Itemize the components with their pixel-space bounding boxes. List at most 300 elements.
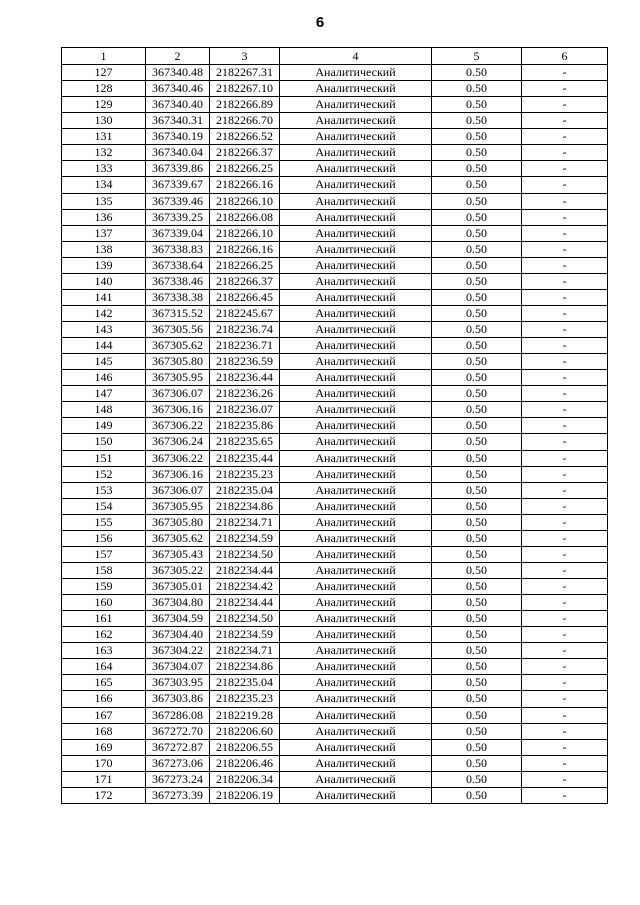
- accuracy-cell: 0.50: [432, 723, 522, 739]
- x-coordinate-cell: 367303.86: [146, 691, 210, 707]
- point-number-cell: 172: [62, 787, 146, 803]
- point-number-cell: 171: [62, 771, 146, 787]
- note-cell: -: [522, 161, 608, 177]
- method-cell: Аналитический: [280, 643, 432, 659]
- note-cell: -: [522, 611, 608, 627]
- accuracy-cell: 0.50: [432, 755, 522, 771]
- method-cell: Аналитический: [280, 691, 432, 707]
- table-row: [62, 755, 608, 771]
- table-row: [62, 322, 608, 338]
- method-cell: Аналитический: [280, 739, 432, 755]
- method-cell: Аналитический: [280, 81, 432, 97]
- note-cell: -: [522, 787, 608, 803]
- method-cell: Аналитический: [280, 755, 432, 771]
- x-coordinate-cell: 367304.22: [146, 643, 210, 659]
- y-coordinate-cell: 2182234.59: [210, 530, 280, 546]
- point-number-cell: 155: [62, 514, 146, 530]
- table-row: [62, 418, 608, 434]
- y-coordinate-cell: 2182235.04: [210, 482, 280, 498]
- table-row: [62, 595, 608, 611]
- note-cell: -: [522, 771, 608, 787]
- note-cell: -: [522, 723, 608, 739]
- note-cell: -: [522, 546, 608, 562]
- method-cell: Аналитический: [280, 322, 432, 338]
- x-coordinate-cell: 367303.95: [146, 675, 210, 691]
- method-cell: Аналитический: [280, 289, 432, 305]
- x-coordinate-cell: 367340.40: [146, 97, 210, 113]
- x-coordinate-cell: 367306.07: [146, 386, 210, 402]
- point-number-cell: 127: [62, 65, 146, 81]
- y-coordinate-cell: 2182245.67: [210, 305, 280, 321]
- table-row: [62, 209, 608, 225]
- accuracy-cell: 0.50: [432, 530, 522, 546]
- point-number-cell: 151: [62, 450, 146, 466]
- point-number-cell: 170: [62, 755, 146, 771]
- point-number-cell: 131: [62, 129, 146, 145]
- point-number-cell: 134: [62, 177, 146, 193]
- method-cell: Аналитический: [280, 514, 432, 530]
- point-number-cell: 166: [62, 691, 146, 707]
- y-coordinate-cell: 2182266.52: [210, 129, 280, 145]
- table-row: [62, 691, 608, 707]
- y-coordinate-cell: 2182206.19: [210, 787, 280, 803]
- x-coordinate-cell: 367339.04: [146, 225, 210, 241]
- x-coordinate-cell: 367306.16: [146, 466, 210, 482]
- table-row: [62, 498, 608, 514]
- x-coordinate-cell: 367338.46: [146, 273, 210, 289]
- point-number-cell: 165: [62, 675, 146, 691]
- y-coordinate-cell: 2182206.55: [210, 739, 280, 755]
- table-row: [62, 627, 608, 643]
- x-coordinate-cell: 367273.24: [146, 771, 210, 787]
- method-cell: Аналитический: [280, 530, 432, 546]
- method-cell: Аналитический: [280, 305, 432, 321]
- point-number-cell: 129: [62, 97, 146, 113]
- note-cell: -: [522, 113, 608, 129]
- method-cell: Аналитический: [280, 241, 432, 257]
- note-cell: -: [522, 370, 608, 386]
- table-row: [62, 177, 608, 193]
- x-coordinate-cell: 367339.67: [146, 177, 210, 193]
- point-number-cell: 157: [62, 546, 146, 562]
- column-header-6: 6: [522, 48, 608, 65]
- note-cell: -: [522, 514, 608, 530]
- y-coordinate-cell: 2182235.23: [210, 691, 280, 707]
- method-cell: Аналитический: [280, 562, 432, 578]
- table-row: [62, 225, 608, 241]
- x-coordinate-cell: 367339.46: [146, 193, 210, 209]
- table-row: [62, 659, 608, 675]
- y-coordinate-cell: 2182234.71: [210, 514, 280, 530]
- method-cell: Аналитический: [280, 771, 432, 787]
- method-cell: Аналитический: [280, 595, 432, 611]
- point-number-cell: 152: [62, 466, 146, 482]
- table-row: [62, 81, 608, 97]
- y-coordinate-cell: 2182236.71: [210, 338, 280, 354]
- x-coordinate-cell: 367273.39: [146, 787, 210, 803]
- accuracy-cell: 0.50: [432, 289, 522, 305]
- table-row: [62, 514, 608, 530]
- method-cell: Аналитический: [280, 161, 432, 177]
- table-row: [62, 161, 608, 177]
- accuracy-cell: 0.50: [432, 113, 522, 129]
- note-cell: -: [522, 193, 608, 209]
- accuracy-cell: 0.50: [432, 691, 522, 707]
- x-coordinate-cell: 367304.40: [146, 627, 210, 643]
- note-cell: -: [522, 466, 608, 482]
- y-coordinate-cell: 2182234.86: [210, 659, 280, 675]
- accuracy-cell: 0.50: [432, 434, 522, 450]
- accuracy-cell: 0.50: [432, 177, 522, 193]
- x-coordinate-cell: 367315.52: [146, 305, 210, 321]
- note-cell: -: [522, 241, 608, 257]
- table-header-row: [62, 48, 608, 65]
- method-cell: Аналитический: [280, 129, 432, 145]
- note-cell: -: [522, 482, 608, 498]
- point-number-cell: 147: [62, 386, 146, 402]
- table-row: [62, 643, 608, 659]
- table-row: [62, 530, 608, 546]
- table-row: [62, 611, 608, 627]
- y-coordinate-cell: 2182235.44: [210, 450, 280, 466]
- note-cell: -: [522, 225, 608, 241]
- table-row: [62, 707, 608, 723]
- note-cell: -: [522, 305, 608, 321]
- x-coordinate-cell: 367338.83: [146, 241, 210, 257]
- table-row: [62, 546, 608, 562]
- method-cell: Аналитический: [280, 177, 432, 193]
- point-number-cell: 137: [62, 225, 146, 241]
- accuracy-cell: 0.50: [432, 675, 522, 691]
- y-coordinate-cell: 2182266.45: [210, 289, 280, 305]
- note-cell: -: [522, 289, 608, 305]
- accuracy-cell: 0.50: [432, 707, 522, 723]
- note-cell: -: [522, 418, 608, 434]
- table-row: [62, 739, 608, 755]
- x-coordinate-cell: 367340.48: [146, 65, 210, 81]
- y-coordinate-cell: 2182266.10: [210, 193, 280, 209]
- note-cell: -: [522, 627, 608, 643]
- table-row: [62, 113, 608, 129]
- table-row: [62, 289, 608, 305]
- method-cell: Аналитический: [280, 209, 432, 225]
- note-cell: -: [522, 434, 608, 450]
- method-cell: Аналитический: [280, 370, 432, 386]
- y-coordinate-cell: 2182219.28: [210, 707, 280, 723]
- accuracy-cell: 0.50: [432, 562, 522, 578]
- x-coordinate-cell: 367306.22: [146, 450, 210, 466]
- table-row: [62, 402, 608, 418]
- accuracy-cell: 0.50: [432, 97, 522, 113]
- table-row: [62, 675, 608, 691]
- accuracy-cell: 0.50: [432, 595, 522, 611]
- x-coordinate-cell: 367306.22: [146, 418, 210, 434]
- point-number-cell: 140: [62, 273, 146, 289]
- point-number-cell: 169: [62, 739, 146, 755]
- coordinates-table: [61, 47, 608, 804]
- column-header-5: 5: [432, 48, 522, 65]
- accuracy-cell: 0.50: [432, 450, 522, 466]
- y-coordinate-cell: 2182234.59: [210, 627, 280, 643]
- x-coordinate-cell: 367272.70: [146, 723, 210, 739]
- x-coordinate-cell: 367340.46: [146, 81, 210, 97]
- method-cell: Аналитический: [280, 579, 432, 595]
- y-coordinate-cell: 2182236.44: [210, 370, 280, 386]
- y-coordinate-cell: 2182234.44: [210, 562, 280, 578]
- note-cell: -: [522, 81, 608, 97]
- point-number-cell: 133: [62, 161, 146, 177]
- method-cell: Аналитический: [280, 723, 432, 739]
- note-cell: -: [522, 707, 608, 723]
- accuracy-cell: 0.50: [432, 145, 522, 161]
- accuracy-cell: 0.50: [432, 386, 522, 402]
- y-coordinate-cell: 2182266.16: [210, 177, 280, 193]
- method-cell: Аналитический: [280, 386, 432, 402]
- y-coordinate-cell: 2182206.60: [210, 723, 280, 739]
- note-cell: -: [522, 209, 608, 225]
- table-row: [62, 434, 608, 450]
- table-row: [62, 482, 608, 498]
- x-coordinate-cell: 367339.25: [146, 209, 210, 225]
- x-coordinate-cell: 367338.38: [146, 289, 210, 305]
- x-coordinate-cell: 367305.56: [146, 322, 210, 338]
- point-number-cell: 141: [62, 289, 146, 305]
- note-cell: -: [522, 595, 608, 611]
- accuracy-cell: 0.50: [432, 161, 522, 177]
- method-cell: Аналитический: [280, 627, 432, 643]
- y-coordinate-cell: 2182234.42: [210, 579, 280, 595]
- table-row: [62, 97, 608, 113]
- method-cell: Аналитический: [280, 659, 432, 675]
- method-cell: Аналитический: [280, 113, 432, 129]
- y-coordinate-cell: 2182266.16: [210, 241, 280, 257]
- accuracy-cell: 0.50: [432, 579, 522, 595]
- x-coordinate-cell: 367304.80: [146, 595, 210, 611]
- accuracy-cell: 0.50: [432, 611, 522, 627]
- accuracy-cell: 0.50: [432, 627, 522, 643]
- point-number-cell: 168: [62, 723, 146, 739]
- accuracy-cell: 0.50: [432, 65, 522, 81]
- x-coordinate-cell: 367305.80: [146, 354, 210, 370]
- y-coordinate-cell: 2182266.08: [210, 209, 280, 225]
- x-coordinate-cell: 367273.06: [146, 755, 210, 771]
- note-cell: -: [522, 402, 608, 418]
- table-row: [62, 193, 608, 209]
- x-coordinate-cell: 367338.64: [146, 257, 210, 273]
- point-number-cell: 150: [62, 434, 146, 450]
- x-coordinate-cell: 367304.59: [146, 611, 210, 627]
- table-row: [62, 354, 608, 370]
- accuracy-cell: 0.50: [432, 338, 522, 354]
- point-number-cell: 148: [62, 402, 146, 418]
- y-coordinate-cell: 2182266.25: [210, 161, 280, 177]
- accuracy-cell: 0.50: [432, 482, 522, 498]
- table-row: [62, 241, 608, 257]
- x-coordinate-cell: 367306.07: [146, 482, 210, 498]
- accuracy-cell: 0.50: [432, 418, 522, 434]
- accuracy-cell: 0.50: [432, 241, 522, 257]
- table-row: [62, 129, 608, 145]
- method-cell: Аналитический: [280, 225, 432, 241]
- accuracy-cell: 0.50: [432, 129, 522, 145]
- y-coordinate-cell: 2182235.86: [210, 418, 280, 434]
- x-coordinate-cell: 367339.86: [146, 161, 210, 177]
- y-coordinate-cell: 2182235.04: [210, 675, 280, 691]
- table-row: [62, 65, 608, 81]
- page-number: 6: [315, 14, 325, 31]
- accuracy-cell: 0.50: [432, 305, 522, 321]
- x-coordinate-cell: 367305.95: [146, 498, 210, 514]
- y-coordinate-cell: 2182236.59: [210, 354, 280, 370]
- note-cell: -: [522, 691, 608, 707]
- note-cell: -: [522, 579, 608, 595]
- note-cell: -: [522, 450, 608, 466]
- point-number-cell: 167: [62, 707, 146, 723]
- point-number-cell: 139: [62, 257, 146, 273]
- y-coordinate-cell: 2182266.10: [210, 225, 280, 241]
- y-coordinate-cell: 2182235.65: [210, 434, 280, 450]
- point-number-cell: 162: [62, 627, 146, 643]
- y-coordinate-cell: 2182206.46: [210, 755, 280, 771]
- method-cell: Аналитический: [280, 273, 432, 289]
- table-row: [62, 386, 608, 402]
- point-number-cell: 163: [62, 643, 146, 659]
- x-coordinate-cell: 367306.24: [146, 434, 210, 450]
- x-coordinate-cell: 367305.43: [146, 546, 210, 562]
- y-coordinate-cell: 2182234.44: [210, 595, 280, 611]
- accuracy-cell: 0.50: [432, 546, 522, 562]
- column-header-4: 4: [280, 48, 432, 65]
- note-cell: -: [522, 498, 608, 514]
- table-row: [62, 579, 608, 595]
- note-cell: -: [522, 177, 608, 193]
- x-coordinate-cell: 367340.31: [146, 113, 210, 129]
- note-cell: -: [522, 643, 608, 659]
- y-coordinate-cell: 2182266.37: [210, 145, 280, 161]
- y-coordinate-cell: 2182206.34: [210, 771, 280, 787]
- accuracy-cell: 0.50: [432, 514, 522, 530]
- y-coordinate-cell: 2182267.10: [210, 81, 280, 97]
- point-number-cell: 128: [62, 81, 146, 97]
- method-cell: Аналитический: [280, 418, 432, 434]
- y-coordinate-cell: 2182266.70: [210, 113, 280, 129]
- note-cell: -: [522, 354, 608, 370]
- x-coordinate-cell: 367340.19: [146, 129, 210, 145]
- x-coordinate-cell: 367286.08: [146, 707, 210, 723]
- table-row: [62, 305, 608, 321]
- point-number-cell: 138: [62, 241, 146, 257]
- accuracy-cell: 0.50: [432, 643, 522, 659]
- note-cell: -: [522, 145, 608, 161]
- point-number-cell: 142: [62, 305, 146, 321]
- x-coordinate-cell: 367306.16: [146, 402, 210, 418]
- table-row: [62, 771, 608, 787]
- accuracy-cell: 0.50: [432, 225, 522, 241]
- point-number-cell: 156: [62, 530, 146, 546]
- y-coordinate-cell: 2182236.07: [210, 402, 280, 418]
- table-row: [62, 370, 608, 386]
- table-row: [62, 787, 608, 803]
- point-number-cell: 130: [62, 113, 146, 129]
- accuracy-cell: 0.50: [432, 787, 522, 803]
- y-coordinate-cell: 2182267.31: [210, 65, 280, 81]
- accuracy-cell: 0.50: [432, 193, 522, 209]
- table-row: [62, 273, 608, 289]
- method-cell: Аналитический: [280, 466, 432, 482]
- accuracy-cell: 0.50: [432, 370, 522, 386]
- x-coordinate-cell: 367272.87: [146, 739, 210, 755]
- x-coordinate-cell: 367305.62: [146, 530, 210, 546]
- method-cell: Аналитический: [280, 145, 432, 161]
- method-cell: Аналитический: [280, 402, 432, 418]
- point-number-cell: 160: [62, 595, 146, 611]
- y-coordinate-cell: 2182234.50: [210, 546, 280, 562]
- method-cell: Аналитический: [280, 338, 432, 354]
- method-cell: Аналитический: [280, 675, 432, 691]
- x-coordinate-cell: 367305.62: [146, 338, 210, 354]
- note-cell: -: [522, 322, 608, 338]
- note-cell: -: [522, 129, 608, 145]
- note-cell: -: [522, 338, 608, 354]
- point-number-cell: 145: [62, 354, 146, 370]
- y-coordinate-cell: 2182266.25: [210, 257, 280, 273]
- note-cell: -: [522, 273, 608, 289]
- column-header-2: 2: [146, 48, 210, 65]
- point-number-cell: 136: [62, 209, 146, 225]
- accuracy-cell: 0.50: [432, 322, 522, 338]
- y-coordinate-cell: 2182266.37: [210, 273, 280, 289]
- note-cell: -: [522, 65, 608, 81]
- x-coordinate-cell: 367340.04: [146, 145, 210, 161]
- method-cell: Аналитический: [280, 611, 432, 627]
- note-cell: -: [522, 675, 608, 691]
- method-cell: Аналитический: [280, 65, 432, 81]
- x-coordinate-cell: 367305.22: [146, 562, 210, 578]
- point-number-cell: 146: [62, 370, 146, 386]
- point-number-cell: 153: [62, 482, 146, 498]
- table-row: [62, 338, 608, 354]
- point-number-cell: 159: [62, 579, 146, 595]
- table-row: [62, 562, 608, 578]
- note-cell: -: [522, 755, 608, 771]
- method-cell: Аналитический: [280, 354, 432, 370]
- table-row: [62, 466, 608, 482]
- point-number-cell: 135: [62, 193, 146, 209]
- column-header-1: 1: [62, 48, 146, 65]
- y-coordinate-cell: 2182236.26: [210, 386, 280, 402]
- y-coordinate-cell: 2182266.89: [210, 97, 280, 113]
- accuracy-cell: 0.50: [432, 354, 522, 370]
- method-cell: Аналитический: [280, 450, 432, 466]
- point-number-cell: 149: [62, 418, 146, 434]
- x-coordinate-cell: 367305.80: [146, 514, 210, 530]
- note-cell: -: [522, 257, 608, 273]
- accuracy-cell: 0.50: [432, 659, 522, 675]
- method-cell: Аналитический: [280, 787, 432, 803]
- accuracy-cell: 0.50: [432, 739, 522, 755]
- note-cell: -: [522, 562, 608, 578]
- point-number-cell: 158: [62, 562, 146, 578]
- point-number-cell: 143: [62, 322, 146, 338]
- y-coordinate-cell: 2182236.74: [210, 322, 280, 338]
- point-number-cell: 144: [62, 338, 146, 354]
- accuracy-cell: 0.50: [432, 402, 522, 418]
- note-cell: -: [522, 530, 608, 546]
- column-header-3: 3: [210, 48, 280, 65]
- note-cell: -: [522, 659, 608, 675]
- method-cell: Аналитический: [280, 434, 432, 450]
- method-cell: Аналитический: [280, 498, 432, 514]
